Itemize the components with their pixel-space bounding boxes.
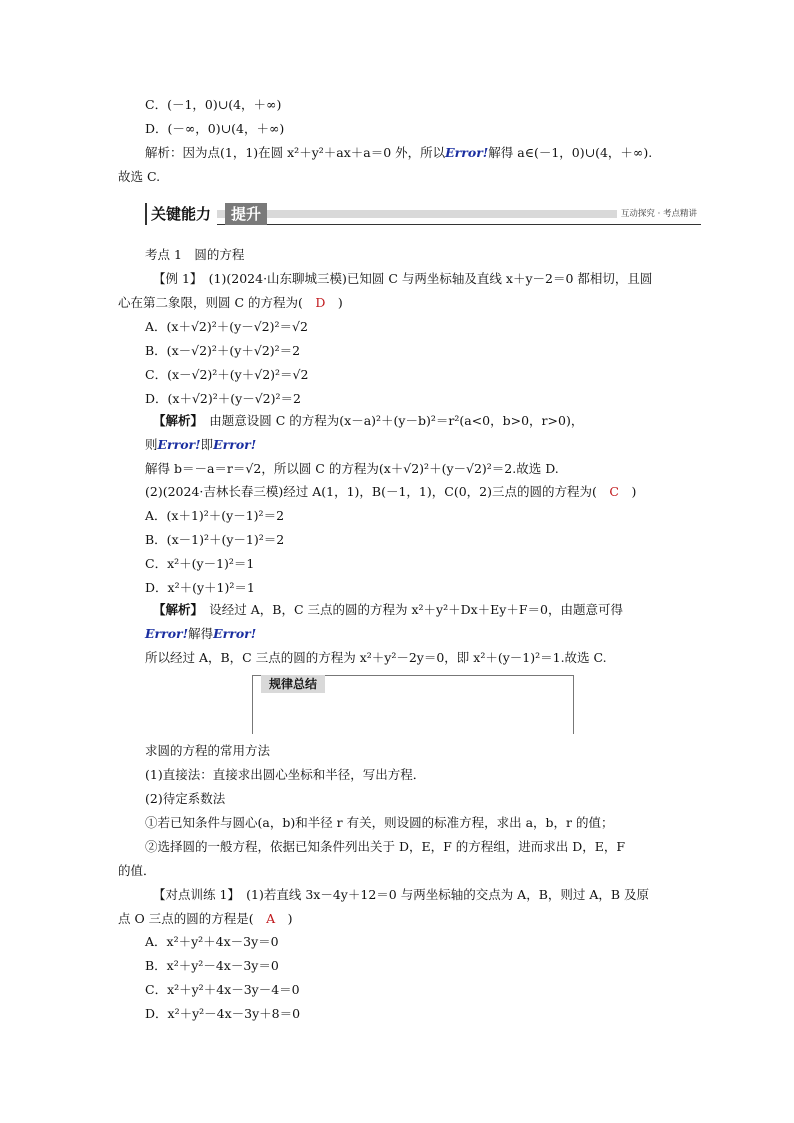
that-is-text: 即 <box>200 437 214 452</box>
example2-option-a: A．(x＋1)²＋(y－1)²＝2 <box>145 508 285 523</box>
error-mark: Error! <box>213 437 257 452</box>
example2-question <box>145 483 636 501</box>
summary-method-2b: ②选择圆的一般方程，依据已知条件列出关于 D，E，F 的方程组，进而求出 D，E，F <box>145 839 626 854</box>
example1-question: 【例 1】 (1)(2024·山东聊城三模)已知圆 C 与两坐标轴及直线 x＋y－2＝0 都相切，且圆 <box>153 271 653 286</box>
example1-option-c: C．(x－√2)²＋(y＋√2)²＝√2 <box>145 367 309 382</box>
error-mark: Error! <box>213 626 257 641</box>
summary-method-2: (2)待定系数法 <box>145 791 226 806</box>
summary-method-1: (1)直接法：直接求出圆心坐标和半径，写出方程． <box>145 767 426 782</box>
training1-option-c: C．x²＋y²＋4x－3y－4＝0 <box>145 982 300 997</box>
example1-solution-system <box>145 436 256 454</box>
section-right-tag: 互动探究 · 考点精讲 <box>617 207 701 221</box>
section-title: 关键能力 <box>145 203 217 225</box>
solution-text: 设经过 A，B，C 三点的圆的方程为 x²＋y²＋Dx＋Ey＋F＝0，由题意可得 <box>196 602 623 617</box>
training1-question: 【对点训练 1】 (1)若直线 3x－4y＋12＝0 与两坐标轴的交点为 A，B，则过 A，B 及原 <box>153 887 650 902</box>
solution-label: 【解析】 <box>153 413 197 428</box>
training1-option-a: A．x²＋y²＋4x－3y＝0 <box>145 934 279 949</box>
question-text: 点 O 三点的圆的方程是( <box>118 911 267 926</box>
then-text: 则 <box>145 437 158 452</box>
summary-heading: 求圆的方程的常用方法 <box>145 743 271 758</box>
solution-text: 由题意设圆 C 的方程为(x－a)²＋(y－b)²＝r²(a<0，b>0，r>0)， <box>196 413 584 428</box>
example1-solution-result: 解得 b＝－a＝r＝√2，所以圆 C 的方程为(x＋√2)²＋(y－√2)²＝2.故选 D. <box>145 461 559 476</box>
answer-mark: C <box>609 484 619 499</box>
example1-option-b: B．(x－√2)²＋(y＋√2)²＝2 <box>145 343 301 358</box>
error-mark: Error! <box>145 626 189 641</box>
question-text: 心在第二象限，则圆 C 的方程为( <box>118 295 316 310</box>
analysis-result: 解得 a∈(－1，0)∪(4，＋∞). <box>488 145 653 160</box>
topic-heading: 考点 1 圆的方程 <box>145 247 245 262</box>
question-close: ) <box>325 295 343 310</box>
summary-box <box>252 675 574 734</box>
solution-label: 【解析】 <box>153 602 197 617</box>
example2-solution <box>153 601 623 619</box>
analysis-conclusion: 故选 C. <box>118 169 161 184</box>
question-close: ) <box>618 484 637 499</box>
answer-mark: A <box>266 911 276 926</box>
analysis-line <box>145 144 652 162</box>
option-c: C．(－1，0)∪(4，＋∞) <box>145 97 282 112</box>
training1-question-cont <box>118 910 293 928</box>
option-d: D．(－∞，0)∪(4，＋∞) <box>145 121 285 136</box>
example1-option-a: A．(x＋√2)²＋(y－√2)²＝√2 <box>145 319 308 334</box>
example2-option-d: D．x²＋(y＋1)²＝1 <box>145 580 255 595</box>
summary-method-2b-cont: 的值． <box>118 863 156 878</box>
question-text: (2)(2024·吉林长春三模)经过 A(1，1)，B(－1，1)，C(0，2)三点的圆的方程为( <box>145 484 610 499</box>
question-close: ) <box>275 911 293 926</box>
answer-mark: D <box>315 295 326 310</box>
example1-option-d: D．(x＋√2)²＋(y－√2)²＝2 <box>145 391 301 406</box>
example2-option-b: B．(x－1)²＋(y－1)²＝2 <box>145 532 285 547</box>
section-title-highlight: 提升 <box>225 203 267 225</box>
example1-question-cont <box>118 294 343 312</box>
error-mark: Error! <box>157 437 201 452</box>
example2-solution-result: 所以经过 A，B，C 三点的圆的方程为 x²＋y²－2y＝0，即 x²＋(y－1)²＝1.故选 C. <box>145 650 607 665</box>
training1-option-b: B．x²＋y²－4x－3y＝0 <box>145 958 279 973</box>
training1-option-d: D．x²＋y²－4x－3y＋8＝0 <box>145 1006 301 1021</box>
analysis-text: 解析：因为点(1，1)在圆 x²＋y²＋ax＋a＝0 外，所以 <box>145 145 446 160</box>
solve-text: 解得 <box>188 626 214 641</box>
example1-solution <box>153 412 583 430</box>
example2-option-c: C．x²＋(y－1)²＝1 <box>145 556 255 571</box>
error-mark: Error! <box>445 145 489 160</box>
summary-method-2a: ①若已知条件与圆心(a，b)和半径 r 有关，则设圆的标准方程，求出 a，b，r 的值； <box>145 815 614 830</box>
summary-tag: 规律总结 <box>261 675 325 693</box>
section-header <box>145 203 701 225</box>
example2-solution-system <box>145 625 256 643</box>
